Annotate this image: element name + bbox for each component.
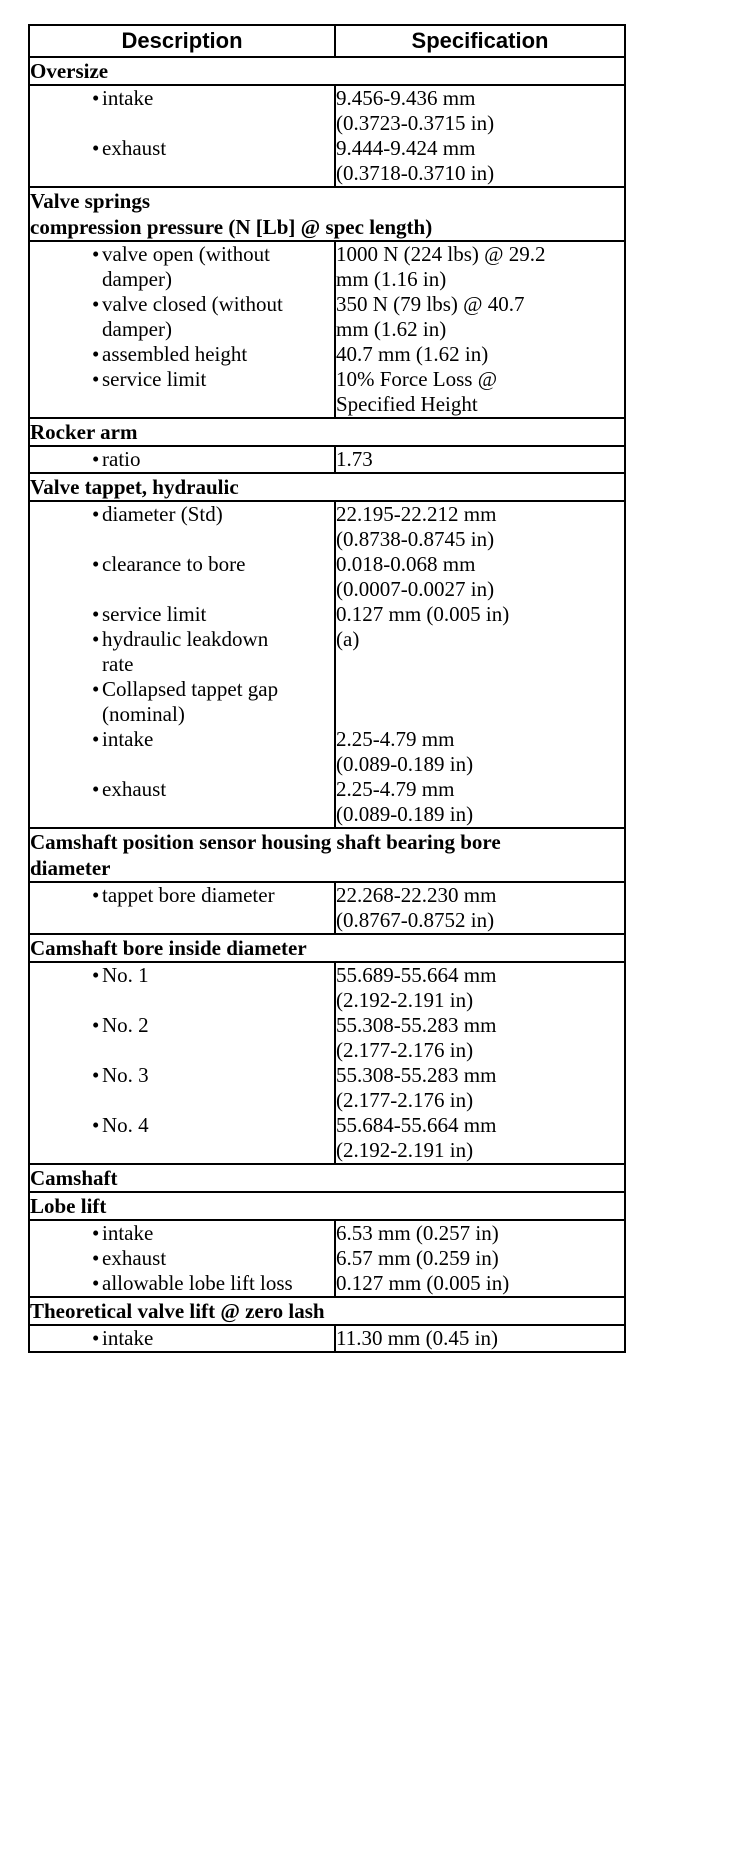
specification-cell: 1000 N (224 lbs) @ 29.2 mm (1.16 in) 350 N (79 lbs) @ 40.7 mm (1.62 in) 40.7 mm (1.62 in) 10% Force Loss @ Specified Height [335,241,625,418]
spec-table [28,24,626,1353]
section-row [29,1192,625,1220]
section-row [29,57,625,85]
section-row [29,934,625,962]
item-label: • ratio [92,447,141,471]
section-row [29,1164,625,1192]
table-row [29,1220,625,1297]
header-row [29,25,625,57]
item-label: • No. 2 [92,1013,149,1037]
item-label: • valve open (without damper) [92,242,270,291]
item-label: • exhaust [92,1246,167,1270]
item-label: • intake [92,1326,154,1350]
item-label: • clearance to bore [92,552,246,576]
item-label: • No. 3 [92,1063,149,1087]
item-label: • No. 4 [92,1113,149,1137]
specification-cell: 22.195-22.212 mm (0.8738-0.8745 in) 0.018-0.068 mm (0.0007-0.0027 in) 0.127 mm (0.005 in) (a) 2.25-4.79 mm (0.089-0.189 in) 2.25-4.79 mm (0.089-0.189 in) [335,501,625,828]
table-row [29,241,625,418]
specification-cell: 55.689-55.664 mm (2.192-2.191 in) 55.308-55.283 mm (2.177-2.176 in) 55.308-55.283 mm (2.177-2.176 in) 55.684-55.664 mm (2.192-2.191 in) [335,962,625,1164]
section-valve-springs: Valve springs compression pressure (N [Lb] @ spec length) [29,187,625,241]
header-description: Description [29,25,335,57]
item-label: • intake [92,1221,154,1245]
table-row [29,882,625,934]
section-row [29,473,625,501]
item-label: • diameter (Std) [92,502,223,526]
item-label: • tappet bore diameter [92,883,275,907]
description-cell [29,85,335,187]
item-label: • exhaust [92,136,167,160]
description-cell [29,446,335,473]
table-row [29,85,625,187]
item-label: • No. 1 [92,963,149,987]
item-label: • valve closed (without damper) [92,292,283,341]
section-camshaft: Camshaft [29,1164,625,1192]
description-cell [29,962,335,1164]
section-cam-sensor: Camshaft position sensor housing shaft bearing bore diameter [29,828,625,882]
section-oversize: Oversize [29,57,625,85]
description-cell [29,501,335,828]
section-valve-tappet: Valve tappet, hydraulic [29,473,625,501]
section-row [29,828,625,882]
specification-cell: 11.30 mm (0.45 in) [335,1325,625,1352]
specification-cell: 22.268-22.230 mm (0.8767-0.8752 in) [335,882,625,934]
description-cell [29,1220,335,1297]
section-lobe-lift: Lobe lift [29,1192,625,1220]
description-cell [29,241,335,418]
item-label: • intake [92,727,154,751]
item-label: • exhaust [92,777,167,801]
item-label: • Collapsed tappet gap (nominal) [92,677,279,726]
section-cam-bore: Camshaft bore inside diameter [29,934,625,962]
item-label: • intake [92,86,154,110]
table-row [29,962,625,1164]
header-specification: Specification [335,25,625,57]
section-row [29,187,625,241]
item-label: • assembled height [92,342,248,366]
table-row [29,501,625,828]
description-cell [29,882,335,934]
item-label: • hydraulic leakdown rate [92,627,269,676]
section-rocker-arm: Rocker arm [29,418,625,446]
item-label: • service limit [92,367,207,391]
specification-cell: 1.73 [335,446,625,473]
specification-cell: 6.53 mm (0.257 in) 6.57 mm (0.259 in) 0.127 mm (0.005 in) [335,1220,625,1297]
item-label: • allowable lobe lift loss [92,1271,293,1295]
table-row [29,1325,625,1352]
description-cell [29,1325,335,1352]
section-row [29,418,625,446]
section-valve-lift: Theoretical valve lift @ zero lash [29,1297,625,1325]
specification-cell: 9.456-9.436 mm (0.3723-0.3715 in) 9.444-9.424 mm (0.3718-0.3710 in) [335,85,625,187]
table-row [29,446,625,473]
item-label: • service limit [92,602,207,626]
section-row [29,1297,625,1325]
